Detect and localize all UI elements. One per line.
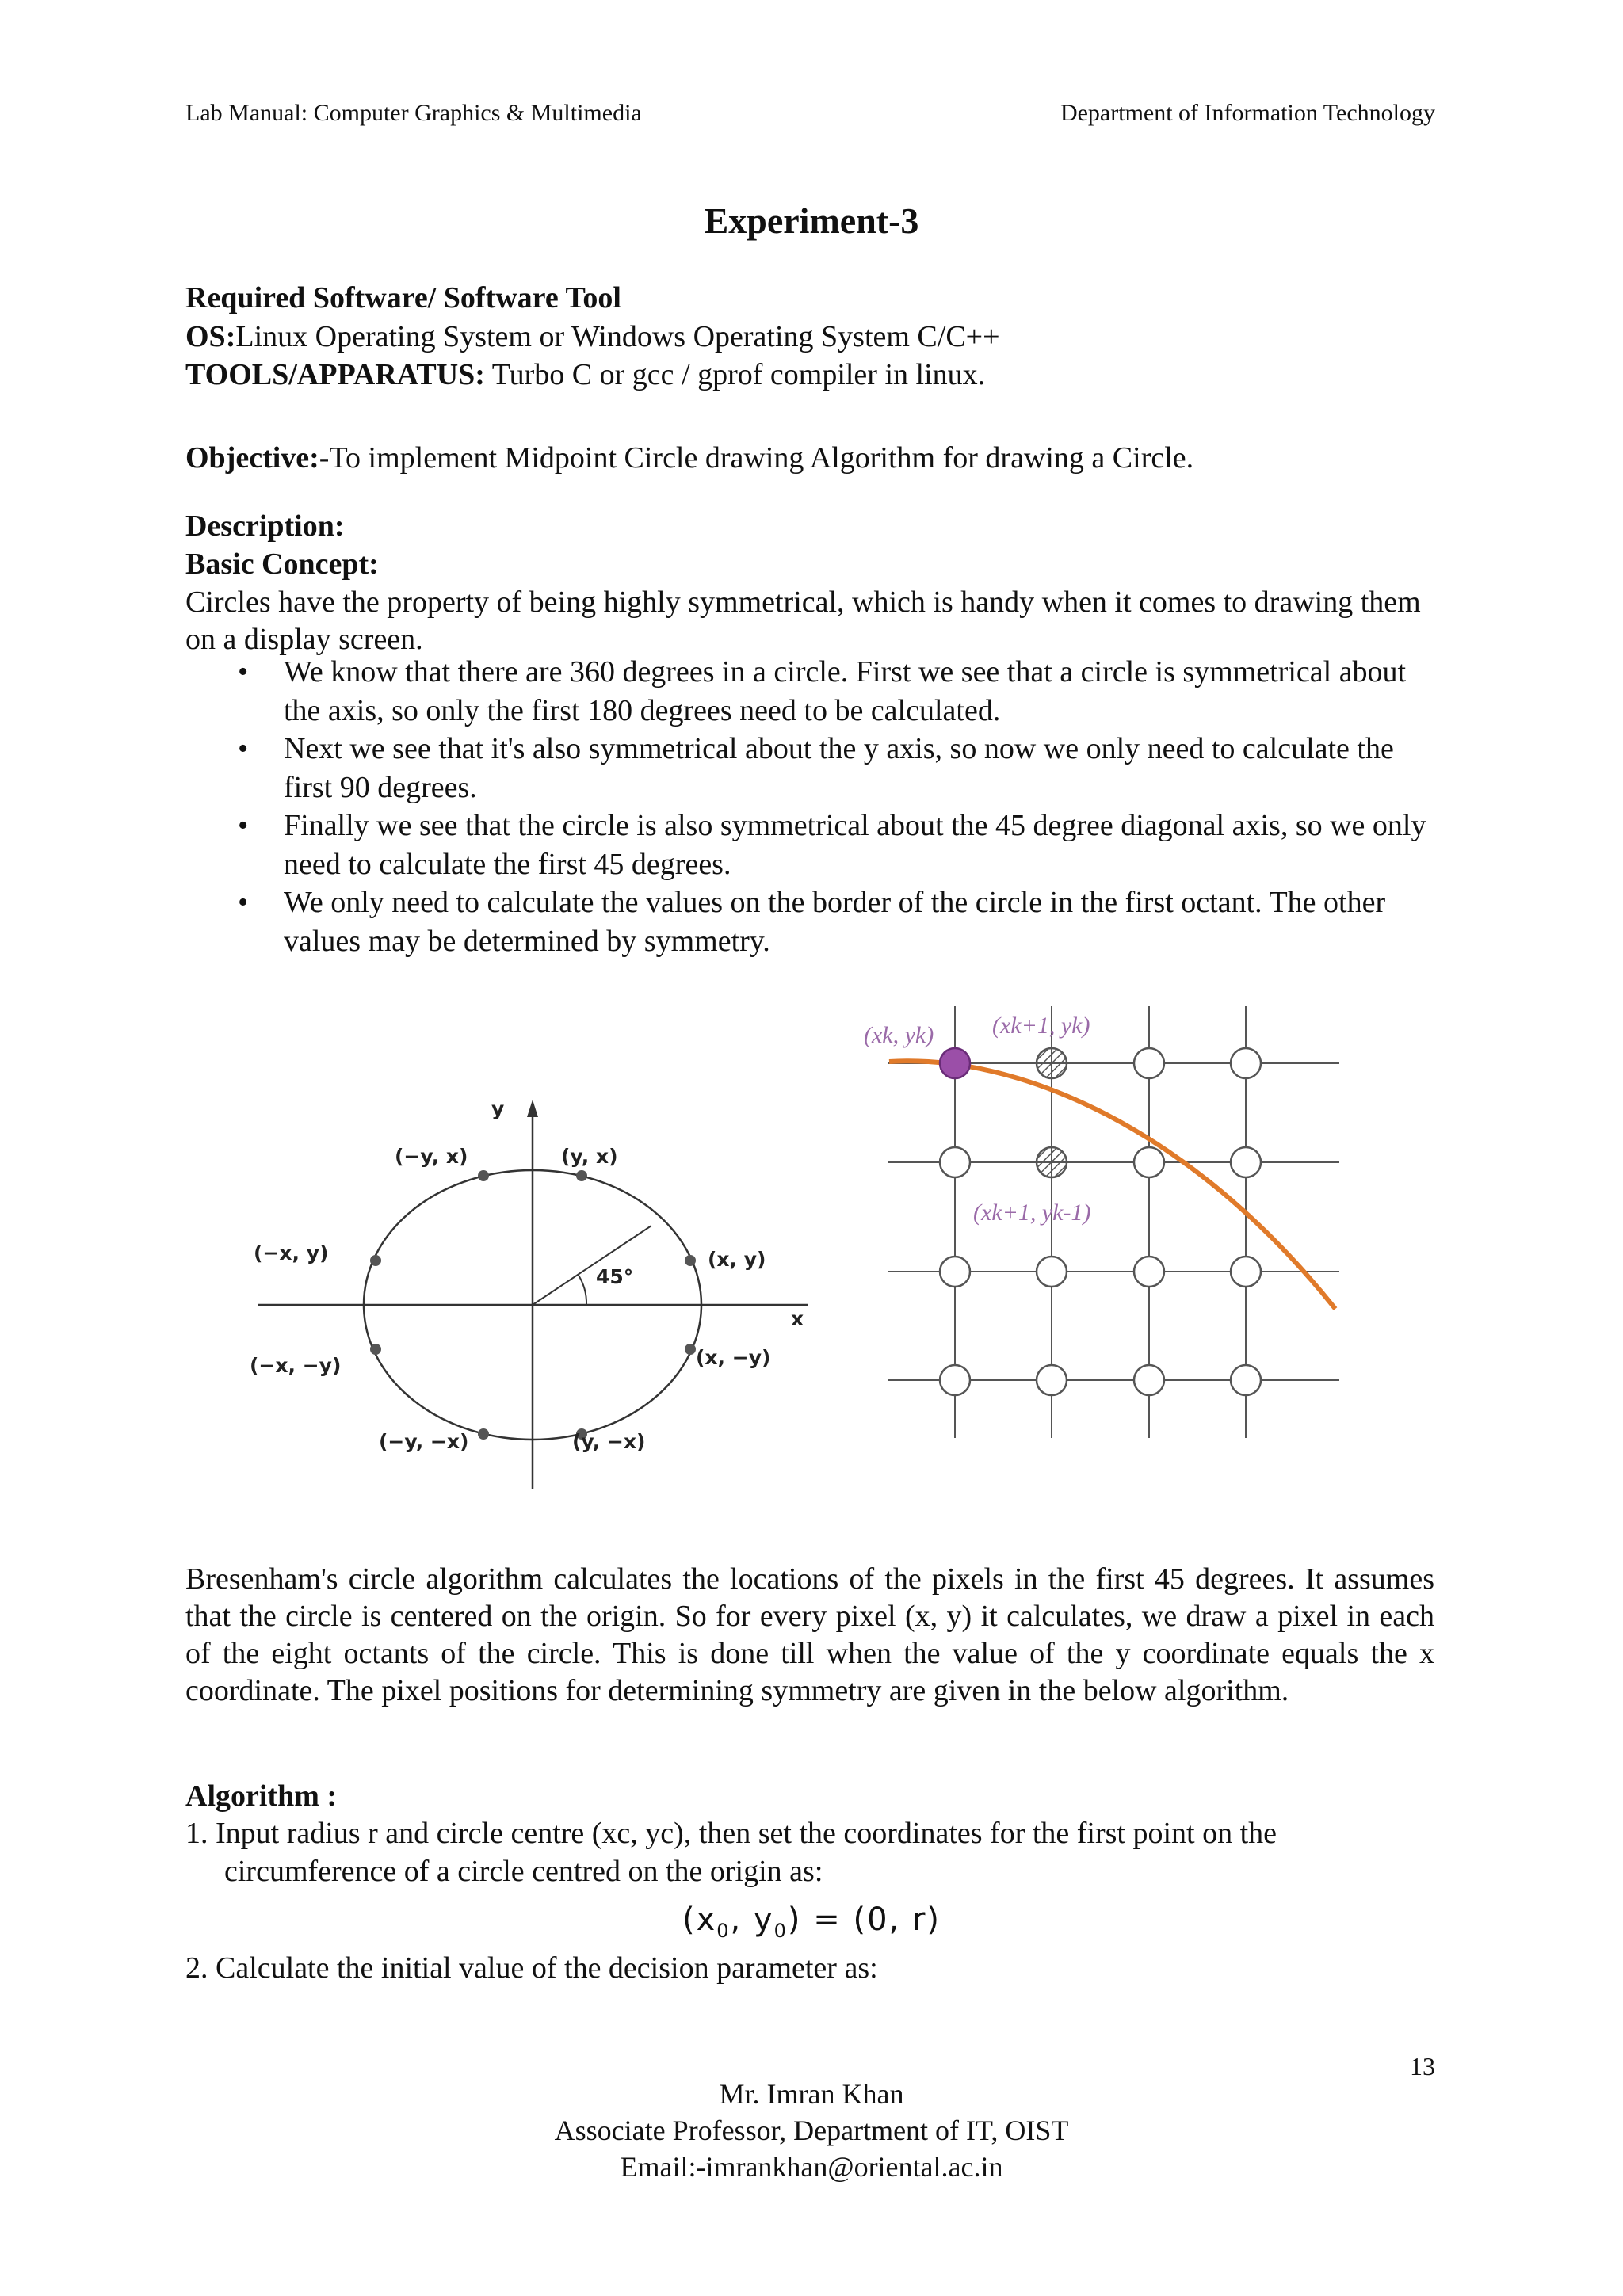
axis-x-label: x — [791, 1307, 804, 1330]
current-pixel — [940, 1048, 970, 1078]
pixel-node — [1231, 1257, 1261, 1287]
page-number: 13 — [1410, 2052, 1435, 2081]
pixel-node — [1134, 1147, 1164, 1177]
axis-y-label: y — [491, 1097, 505, 1120]
description-heading: Description: — [185, 509, 345, 543]
pixel-node — [940, 1147, 970, 1177]
candidate-southeast-pixel — [1037, 1147, 1067, 1177]
pixel-node — [1037, 1365, 1067, 1395]
pixel-node — [1231, 1048, 1261, 1078]
basic-concept-heading: Basic Concept: — [185, 547, 379, 581]
objective-label: Objective:- — [185, 441, 330, 475]
pixel-node — [1231, 1365, 1261, 1395]
bullet-icon: • — [238, 809, 249, 842]
os-label: OS: — [185, 320, 236, 353]
list-item — [185, 807, 1434, 883]
bullet-text: We know that there are 360 degrees in a circle. First we see that a circle is symmetrical about the axis, so only the first 180 degrees need to be calculated. — [284, 655, 1407, 727]
os-text: Linux Operating System or Windows Operating System C/C++ — [235, 320, 1000, 353]
pixel-node — [1134, 1048, 1164, 1078]
bullet-text: Next we see that it's also symmetrical about the y axis, so now we only need to calculate the first 90 degrees. — [284, 732, 1394, 804]
list-item — [185, 653, 1434, 730]
objective-text: To implement Midpoint Circle drawing Algorithm for drawing a Circle. — [329, 441, 1194, 475]
list-item — [185, 883, 1434, 960]
point-label: (y, −x) — [572, 1430, 646, 1453]
point-label: (x, y) — [708, 1248, 766, 1271]
algorithm-step-1-continued: circumference of a circle centred on the origin as: — [224, 1855, 823, 1888]
candidate-east-pixel — [1037, 1048, 1067, 1078]
tools-text: Turbo C or gcc / gprof compiler in linux. — [484, 358, 986, 391]
tools-label: TOOLS/APPARATUS: — [185, 358, 485, 391]
symmetry-point — [370, 1344, 381, 1355]
symmetry-point — [576, 1170, 587, 1181]
angle-label: 45° — [596, 1265, 634, 1288]
footer-role: Associate Professor, Department of IT, OIST — [554, 2115, 1069, 2146]
bresenham-paragraph: Bresenham's circle algorithm calculates the locations of the pixels in the first 45 degrees. It assumes that the circle is centered on the origin. So for every pixel (x, y) it calculates, we draw a pixel in each of the eight octants of the circle. This is done till when the value of the y coordinate equals the x coordinate. The pixel positions for determining symmetry are given in the below algorithm. — [185, 1562, 1434, 1707]
bullet-icon: • — [238, 732, 249, 765]
concept-bullet-list — [185, 653, 1434, 960]
pixel-node — [1037, 1257, 1067, 1287]
algorithm-heading: Algorithm : — [185, 1779, 338, 1813]
objective-line — [185, 441, 1193, 475]
algorithm-step-1: 1. Input radius r and circle centre (xc, yc), then set the coordinates for the first point on the — [185, 1817, 1277, 1850]
intro-paragraph: Circles have the property of being highly symmetrical, which is handy when it comes to drawing them on a display screen. — [185, 585, 1421, 656]
page-title: Experiment-3 — [704, 200, 919, 241]
initial-point-equation: ($x_0$, $y_0) = (0$, r) — [682, 1901, 941, 1942]
footer-name: Mr. Imran Khan — [719, 2078, 904, 2110]
pixel-node — [1231, 1147, 1261, 1177]
midpoint-grid-figure — [856, 998, 1363, 1450]
point-label: (y, x) — [561, 1145, 618, 1168]
pixel-node — [940, 1257, 970, 1287]
pixel-node — [1134, 1365, 1164, 1395]
algorithm-step-2: 2. Calculate the initial value of the decision parameter as: — [185, 1951, 878, 1985]
diagonal-radius — [533, 1226, 651, 1305]
software-heading: Required Software/ Software Tool — [185, 281, 621, 315]
bullet-text: Finally we see that the circle is also symmetrical about the 45 degree diagonal axis, so we only need to calculate the first 45 degrees. — [284, 809, 1426, 881]
y-axis-arrow-icon — [527, 1100, 538, 1117]
symmetry-point — [685, 1255, 696, 1266]
angle-arc — [578, 1274, 586, 1305]
footer-email: Email:-imrankhan@oriental.ac.in — [620, 2151, 1003, 2183]
pixel-node — [940, 1365, 970, 1395]
current-pixel-label: (xk, yk) — [864, 1022, 934, 1048]
header-left: Lab Manual: Computer Graphics & Multimedia — [185, 100, 642, 126]
header-right: Department of Information Technology — [1060, 100, 1435, 126]
bullet-icon: • — [238, 655, 249, 688]
symmetry-point — [685, 1344, 696, 1355]
symmetry-point — [370, 1255, 381, 1266]
point-label: (−x, y) — [254, 1241, 329, 1264]
east-pixel-label: (xk+1, yk) — [992, 1013, 1090, 1039]
point-label: (−y, x) — [395, 1145, 468, 1168]
point-label: (−y, −x) — [379, 1430, 469, 1453]
southeast-pixel-label: (xk+1, yk-1) — [973, 1199, 1091, 1226]
bullet-text: We only need to calculate the values on the border of the circle in the first octant. The other values may be determined by symmetry. — [284, 886, 1386, 958]
os-line — [185, 319, 1000, 354]
point-label: (−x, −y) — [250, 1354, 342, 1377]
circle-symmetry-figure — [238, 1093, 824, 1497]
list-item — [185, 730, 1434, 807]
tools-line — [185, 357, 985, 392]
pixel-node — [1134, 1257, 1164, 1287]
symmetry-point — [478, 1170, 489, 1181]
bullet-icon: • — [238, 886, 249, 919]
point-label: (x, −y) — [696, 1346, 771, 1369]
symmetry-point — [478, 1428, 489, 1440]
